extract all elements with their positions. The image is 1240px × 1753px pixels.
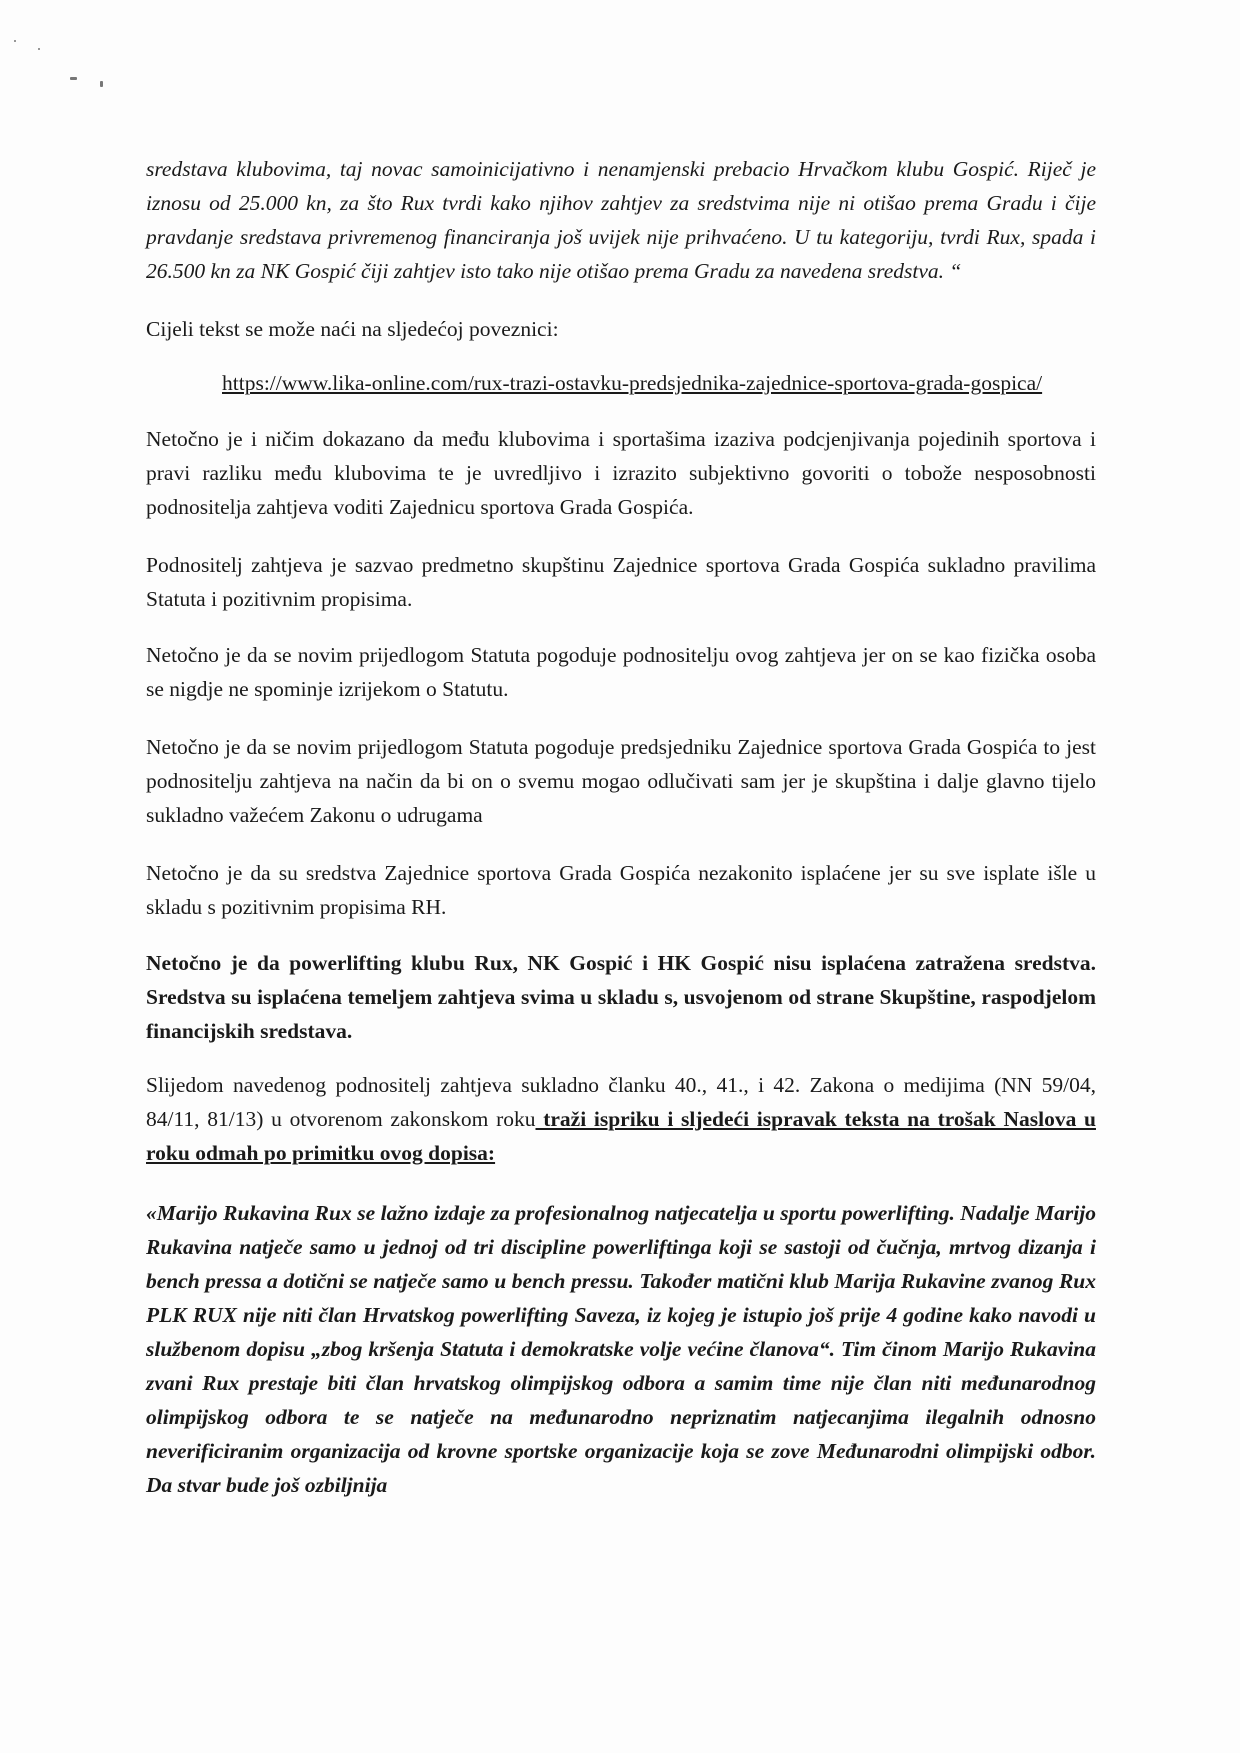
denial-paragraph-2: Netočno je da se novim prijedlogom Statuta pogoduje podnositelju ovog zahtjeva jer on se kao fizička osoba se nigdje ne spominje izrijekom o Statutu. (146, 643, 1096, 701)
quoted-article-paragraph: sredstava klubovima, taj novac samoinicijativno i nenamjenski prebacio Hrvačkom klubu Gospić. Riječ je iznosu od 25.000 kn, za što Rux tvrdi kako njihov zahtjev za sredstvima nije ni otišao prema Gradu i čije pravdanje sredstava privremenog financiranja još uvijek nije prihvaćeno. U tu kategoriju, tvrdi Rux, spada i 26.500 kn za NK Gospić čiji zahtjev isto tako nije otišao prema Gradu za navedena sredstva. “ (146, 157, 1096, 283)
article-link[interactable]: https://www.lika-online.com/rux-trazi-ostavku-predsjednika-zajednice-sportova-grada-gospica/ (222, 371, 1043, 395)
article-link-paragraph (146, 366, 1096, 400)
scan-speck (70, 77, 77, 80)
denial-paragraph-4: Netočno je da su sredstva Zajednice sportova Grada Gospića nezakonito isplaćene jer su sve isplate išle u skladu s pozitivnim propisima RH. (146, 861, 1096, 919)
scan-speck (14, 40, 16, 42)
denial-paragraph-1: Netočno je i ničim dokazano da među klubovima i sportašima izaziva podcjenjivanja pojedinih sportova i pravi razliku među klubovima te je uvredljivo i izrazito subjektivno govoriti o tobože nesposobnosti podnositelja zahtjeva voditi Zajednicu sportova Grada Gospića. (146, 427, 1096, 519)
correction-request-paragraph (146, 1068, 1096, 1170)
scan-speck (100, 81, 103, 87)
assembly-paragraph: Podnositelj zahtjeva je sazvao predmetno skupštinu Zajednice sportova Grada Gospića sukladno pravilima Statuta i pozitivnim propisima. (146, 553, 1096, 611)
scan-speck (38, 48, 40, 50)
link-intro-paragraph: Cijeli tekst se može naći na sljedećoj poveznici: (146, 317, 559, 341)
denial-paragraph-3: Netočno je da se novim prijedlogom Statuta pogoduje predsjedniku Zajednice sportova Grada Gospića to jest podnositelju zahtjeva na način da bi on o svemu mogao odlučivati sam jer je skupština i dalje glavno tijelo sukladno važećem Zakonu o udrugama (146, 735, 1096, 827)
correction-request-emphasis: traži ispriku i sljedeći ispravak teksta na trošak Naslova u roku odmah po primitku ovog dopisa: (146, 1107, 1096, 1165)
correction-text-paragraph: «Marijo Rukavina Rux se lažno izdaje za profesionalnog natjecatelja u sportu powerlifting. Nadalje Marijo Rukavina natječe samo u jednoj od tri discipline powerliftinga koji se sastoji od čučnja, mrtvog dizanja i bench pressa a dotični se natječe samo u bench pressu. Također matični klub Marija Rukavine zvanog Rux PLK RUX nije niti član Hrvatskog powerlifting Saveza, iz kojeg je istupio još prije 4 godine kako navodi u službenom dopisu „zbog kršenja Statuta i demokratske volje većine članova“. Tim činom Marijo Rukavina zvani Rux prestaje biti član hrvatskog olimpijskog odbora a samim time nije član niti međunarodnog olimpijskog odbora te se natječe na međunarodno nepriznatim natjecanjima ilegalnih odnosno neverificiranim organizacija od krovne sportske organizacije koja se zove Međunarodni olimpijski odbor. Da stvar bude još ozbiljnija (146, 1201, 1096, 1497)
document-body (146, 152, 1096, 1502)
bold-denial-paragraph: Netočno je da powerlifting klubu Rux, NK Gospić i HK Gospić nisu isplaćena zatražena sredstva. Sredstva su isplaćena temeljem zahtjeva svima u skladu s, usvojenom od strane Skupštine, raspodjelom financijskih sredstava. (146, 951, 1096, 1043)
correction-request-text: Slijedom navedenog podnositelj zahtjeva sukladno članku 40., 41., i 42. Zakona o medijima (NN 59/04, 84/11, 81/13) u otvorenom zakonskom roku (146, 1073, 1096, 1131)
